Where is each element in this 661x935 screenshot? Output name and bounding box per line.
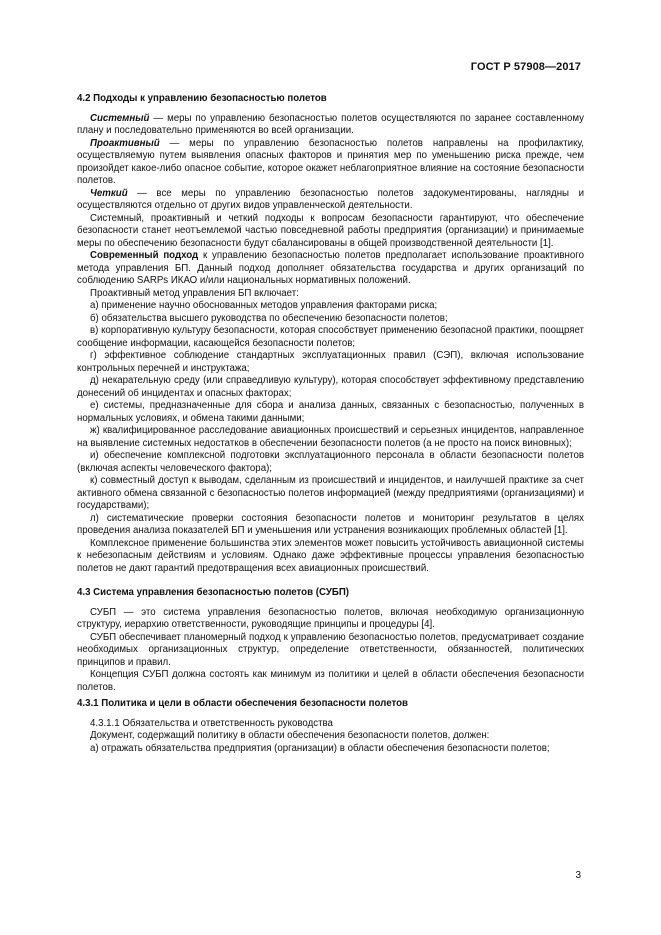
- list-item: ж) квалифицированное расследование авиационных происшествий и серьезных инцидентов, направленное на выявление системных недостатков в обеспечении безопасности полетов (а не просто на поиск виновных);: [77, 425, 584, 449]
- paragraph-subp-definition: СУБП — это система управления безопасностью полетов, включая необходимую организационную структуру, иерархию ответственности, руководящие принципы и процедуры [4].: [77, 606, 584, 630]
- page-number: 3: [575, 870, 581, 881]
- list-item: к) совместный доступ к выводам, сделанным из происшествий и инцидентов, и наилучшей практике за счет активного обмена связанной с безопасностью полетов информацией (между предприятиями (организациями) и государствами);: [77, 475, 584, 511]
- document-code: ГОСТ Р 57908—2017: [470, 61, 581, 73]
- paragraph-complex-application: Комплексное применение большинства этих элементов может повысить устойчивость авиационной системы к небезопасным действиям и условиям. Однако даже эффективные процессы управления безопасностью полетов не дают гарантий предотвращения всех авиационных происшествий.: [77, 537, 584, 574]
- paragraph-modern-approach: [77, 250, 584, 288]
- definition-systemic: — меры по управлению безопасностью полетов осуществляются по заранее составленному плану и последовательно применяются во всей организации.: [77, 112, 584, 136]
- paragraph-policy-document: Документ, содержащий политику в области обеспечения безопасности полетов, должен:: [90, 730, 490, 741]
- definition-proactive: — меры по управлению безопасностью полетов направлены на профилактику, осуществляемую путем выявления опасных факторов и принятия мер по уменьшению риска прежде, чем произойдет какое-либо опасное событие, которое окажет неблагоприятное влияние на состояние безопасности полетов.: [77, 137, 584, 186]
- list-item: а) применение научно обоснованных методов управления факторами риска;: [90, 300, 438, 311]
- term-systemic: Системный: [90, 112, 150, 124]
- list-item: г) эффективное соблюдение стандартных эксплуатационных правил (СЭП), включая использование контрольных перечней и инструктажа;: [77, 350, 584, 374]
- paragraph-list-intro: Проактивный метод управления БП включает:: [90, 287, 299, 299]
- term-proactive: Проактивный: [90, 137, 160, 149]
- section-4-2-heading: 4.2 Подходы к управлению безопасностью полетов: [77, 93, 327, 104]
- list-item: л) систематические проверки состояния безопасности полетов и мониторинг результатов в целях проведения анализа показателей БП и уменьшения или устранения возникающих проблемных областей [1].: [77, 512, 584, 536]
- paragraph-proactive: [77, 138, 584, 188]
- list-item: д) некарательную среду (или справедливую культуру), которая способствует эффективному представлению донесений об инцидентах и опасных факторах;: [77, 375, 584, 399]
- paragraph-approaches-summary: Системный, проактивный и четкий подходы к вопросам безопасности гарантируют, что обеспечение безопасности станет неотъемлемой частью повседневной работы предприятия (организации) и принимаемые меры по обеспечению безопасности будут сбалансированы в общей производственной деятельности [1].: [77, 212, 584, 249]
- list-item: и) обеспечение комплексной подготовки эксплуатационного персонала в области безопасности полетов (включая аспекты человеческого фактора);: [77, 450, 584, 474]
- paragraph-subp-approach: СУБП обеспечивает планомерный подход к управлению безопасностью полетов, предусматривает создание необходимых организационных структур, определение ответственности, обязанностей, политических принципов и правил.: [77, 631, 584, 668]
- paragraph-clear: [77, 188, 584, 213]
- term-clear: Четкий: [90, 187, 128, 199]
- paragraph-4-3-1-1-title: 4.3.1.1 Обязательства и ответственность руководства: [90, 717, 333, 729]
- definition-modern-approach: к управлению безопасностью полетов предполагает использование проактивного метода управления БП. Данный подход дополняет обязательства государства и других организаций по соблюдению SARPs ИКАО и/или национальных нормативных положений.: [77, 250, 584, 286]
- section-4-3-heading: 4.3 Система управления безопасностью полетов (СУБП): [77, 587, 350, 598]
- section-4-3-1-heading: 4.3.1 Политика и цели в области обеспечения безопасности полетов: [77, 698, 408, 709]
- page-body: [77, 93, 584, 755]
- list-item: а) отражать обязательства предприятия (организации) в области обеспечения безопасности полетов;: [90, 742, 550, 754]
- paragraph-systemic: [77, 113, 584, 138]
- definition-clear: — все меры по управлению безопасностью полетов задокументированы, наглядны и осуществляются отдельно от других видов управленческой деятельности.: [77, 187, 584, 211]
- list-item: б) обязательства высшего руководства по обеспечению безопасности полетов;: [90, 312, 448, 324]
- paragraph-subp-concept: Концепция СУБП должна состоять как минимум из политики и целей в области обеспечения безопасности полетов.: [77, 669, 584, 693]
- list-item: е) системы, предназначенные для сбора и анализа данных, связанных с безопасностью, полученных в нормальных условиях, и обмена такими данными;: [77, 400, 584, 424]
- term-modern-approach: Современный подход: [90, 250, 199, 261]
- list-item: в) корпоративную культуру безопасности, которая способствует применению безопасной практики, поощряет сообщение информации, касающейся безопасности полетов;: [77, 325, 584, 349]
